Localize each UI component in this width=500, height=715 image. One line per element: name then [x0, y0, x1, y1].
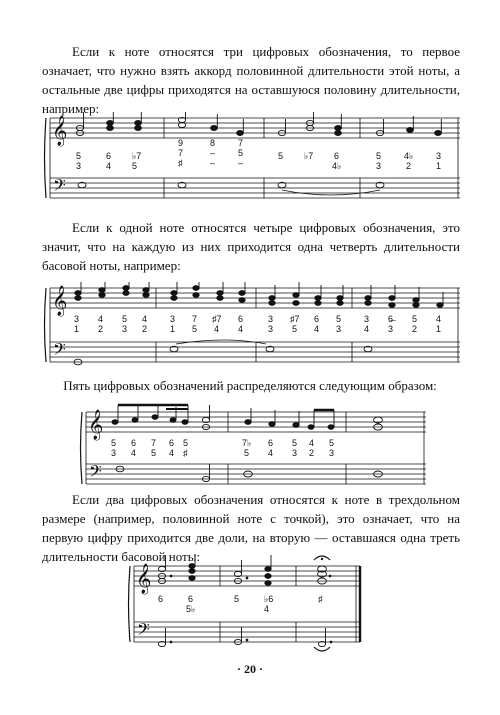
figure: 4	[264, 604, 270, 614]
figure: 2	[412, 324, 418, 334]
figure: 5	[122, 314, 128, 324]
figure: 3	[268, 314, 274, 324]
paragraph-text: Если к ноте относятся три цифровых обозначения, то первое означает, что нужно взять аккорд половинной длительности этой ноты, а остальные две цифры приходятся на оставшуюся половину длительности, например:	[42, 44, 460, 116]
figure: 6	[314, 314, 320, 324]
treble-clef-icon: 𝄞	[52, 116, 68, 146]
figure: 1	[436, 161, 442, 171]
figure: 4	[436, 314, 442, 324]
figure: ♭7	[304, 151, 314, 161]
figure: 5	[76, 151, 82, 161]
figure: 6̶	[388, 314, 394, 324]
treble-clef-icon: 𝄞	[136, 564, 152, 594]
figure: 3	[76, 161, 82, 171]
figure: 5	[336, 314, 342, 324]
paragraph-text: Если два цифровых обозначения относятся к ноте в трехдольном размере (например, половинной ноте с точкой), это означает, что на первую цифру приходится две доли, на вторую — оставшаяся одна треть длительности басовой ноты:	[42, 492, 460, 564]
figure: 1	[74, 324, 80, 334]
figure: 4	[238, 324, 244, 334]
figure: 5	[183, 438, 189, 448]
music-example-1	[42, 112, 460, 208]
figure: 9	[178, 138, 184, 148]
figure: ♭7	[132, 151, 142, 161]
paragraph-text: Пять цифровых обозначений распределяются следующим образом:	[63, 378, 437, 393]
figure: 3	[376, 161, 382, 171]
figure: 4	[169, 448, 175, 458]
paragraph-five-figures	[30, 376, 470, 395]
fermata-icon	[314, 647, 330, 651]
figure: 5	[192, 324, 198, 334]
figure: ♯	[178, 158, 183, 168]
figure: 4♭	[332, 161, 342, 171]
figure: 5	[238, 148, 244, 158]
figure: ♯	[318, 594, 323, 604]
figure: 7	[151, 438, 157, 448]
figure: 4	[98, 314, 104, 324]
music-example-4	[126, 552, 362, 652]
figure: 3	[292, 448, 298, 458]
figure: 8	[210, 138, 216, 148]
figure: 6	[334, 151, 340, 161]
figure: 7	[238, 138, 244, 148]
figure: ♭6	[264, 594, 274, 604]
figure: 1	[170, 324, 176, 334]
figure: 2	[309, 448, 315, 458]
figure: 4	[214, 324, 220, 334]
figure: 5	[111, 438, 117, 448]
figure: 5	[244, 448, 250, 458]
figure: 6	[238, 314, 244, 324]
figure: ♯	[183, 448, 188, 458]
figure: –	[238, 158, 244, 168]
music-example-2	[42, 282, 460, 370]
figure: 4	[314, 324, 320, 334]
figure: 3	[329, 448, 335, 458]
figure: 2	[98, 324, 104, 334]
paragraph-four-figures	[42, 218, 460, 275]
figure: 3	[111, 448, 117, 458]
figure: –	[210, 158, 216, 168]
figure: 6	[131, 438, 137, 448]
bass-clef-icon: 𝄢	[53, 339, 66, 363]
figure: 5	[151, 448, 157, 458]
paragraph-three-figures	[42, 42, 460, 118]
figure: ♯7	[212, 314, 222, 324]
figure: 5	[376, 151, 382, 161]
bass-clef-icon: 𝄢	[53, 175, 66, 199]
figure: 3	[436, 151, 442, 161]
figure: 3	[364, 314, 370, 324]
figure: 3	[336, 324, 342, 334]
figure: 6	[106, 151, 112, 161]
music-example-3	[78, 402, 428, 492]
figure: 5	[329, 438, 335, 448]
figure: 5	[292, 438, 298, 448]
paragraph-text: Если к одной ноте относятся четыре цифровых обозначения, это значит, что на каждую из них приходится одна четверть длительности басовой ноты, например:	[42, 220, 460, 273]
bass-clef-icon: 𝄢	[89, 461, 102, 485]
figure: 5	[412, 314, 418, 324]
figure: 7♭	[242, 438, 252, 448]
figure: 3	[388, 324, 394, 334]
figure: 6	[158, 594, 164, 604]
page-number: · 20 ·	[236, 662, 263, 676]
figure: 7	[178, 148, 184, 158]
figure: 4	[364, 324, 370, 334]
figure: 4	[131, 448, 137, 458]
figure: 3	[170, 314, 176, 324]
figure: –	[210, 148, 216, 158]
figure: 4	[268, 448, 274, 458]
bass-clef-icon: 𝄢	[137, 619, 150, 643]
figure: 4	[142, 314, 148, 324]
figure: 4	[106, 161, 112, 171]
figure: 5	[234, 594, 240, 604]
treble-clef-icon: 𝄞	[88, 410, 104, 440]
figure: 1	[436, 324, 442, 334]
figure: ♯7	[290, 314, 300, 324]
figure: 3	[74, 314, 80, 324]
figure: 3	[122, 324, 128, 334]
figure: 6	[188, 594, 194, 604]
figure: 5	[132, 161, 138, 171]
figure: 3	[268, 324, 274, 334]
figure: 6	[169, 438, 175, 448]
figure: 5♭	[186, 604, 196, 614]
figure: 5	[292, 324, 298, 334]
figure: 4	[309, 438, 315, 448]
figure: 7	[192, 314, 198, 324]
figure: 2	[142, 324, 148, 334]
figure: 4♭	[404, 151, 414, 161]
figure: 5	[278, 151, 284, 161]
figure: 6	[268, 438, 274, 448]
figure: 2	[406, 161, 412, 171]
treble-clef-icon: 𝄞	[52, 286, 68, 316]
